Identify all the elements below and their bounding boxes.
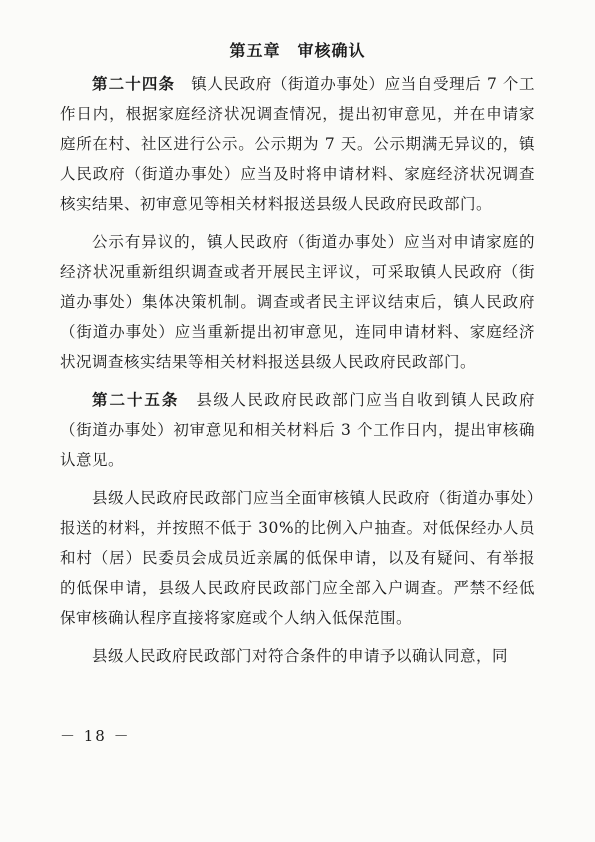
paragraph-text: 镇人民政府（街道办事处）应当自受理后 7 个工作日内，根据家庭经济状况调查情况，提出初审意见，并在申请家庭所在村、社区进行公示。公示期为 7 天。公示期满无异议的，镇人民政府（街道办事处）应当及时将申请材料、家庭经济状况调查核实结果、初审意见等相关材料报送县级人民政府民政部门。 xyxy=(60,75,535,213)
page-number: － 18 － xyxy=(60,727,131,745)
paragraph-article-24 xyxy=(60,69,535,219)
article-heading: 第二十四条 xyxy=(92,75,176,93)
document-page xyxy=(60,38,535,679)
paragraph-confirm xyxy=(60,641,535,671)
paragraph-objection xyxy=(60,227,535,377)
paragraph-text: 公示有异议的，镇人民政府（街道办事处）应当对申请家庭的经济状况重新组织调查或者开展民主评议，可采取镇人民政府（街道办事处）集体决策机制。调查或者民主评议结束后，镇人民政府（街道办事处）应当重新提出初审意见，连同申请材料、家庭经济状况调查核实结果等相关材料报送县级人民政府民政部门。 xyxy=(60,233,535,371)
paragraph-text: 县级人民政府民政部门应当自收到镇人民政府（街道办事处）初审意见和相关材料后 3 个工作日内，提出审核确认意见。 xyxy=(60,391,535,469)
paragraph-text: 县级人民政府民政部门应当全面审核镇人民政府（街道办事处）报送的材料，并按照不低于 30%的比例入户抽查。对低保经办人员和村（居）民委员会成员近亲属的低保申请，以及有疑问、有举报的低保申请，县级人民政府民政部门应全部入户调查。严禁不经低保审核确认程序直接将家庭或个人纳入低保范围。 xyxy=(60,489,535,627)
paragraph-text: 县级人民政府民政部门对符合条件的申请予以确认同意，同 xyxy=(92,647,509,665)
chapter-title: 第五章 审核确认 xyxy=(229,41,366,60)
paragraph-article-25 xyxy=(60,385,535,475)
paragraph-review xyxy=(60,483,535,633)
article-heading: 第二十五条 xyxy=(92,391,180,409)
